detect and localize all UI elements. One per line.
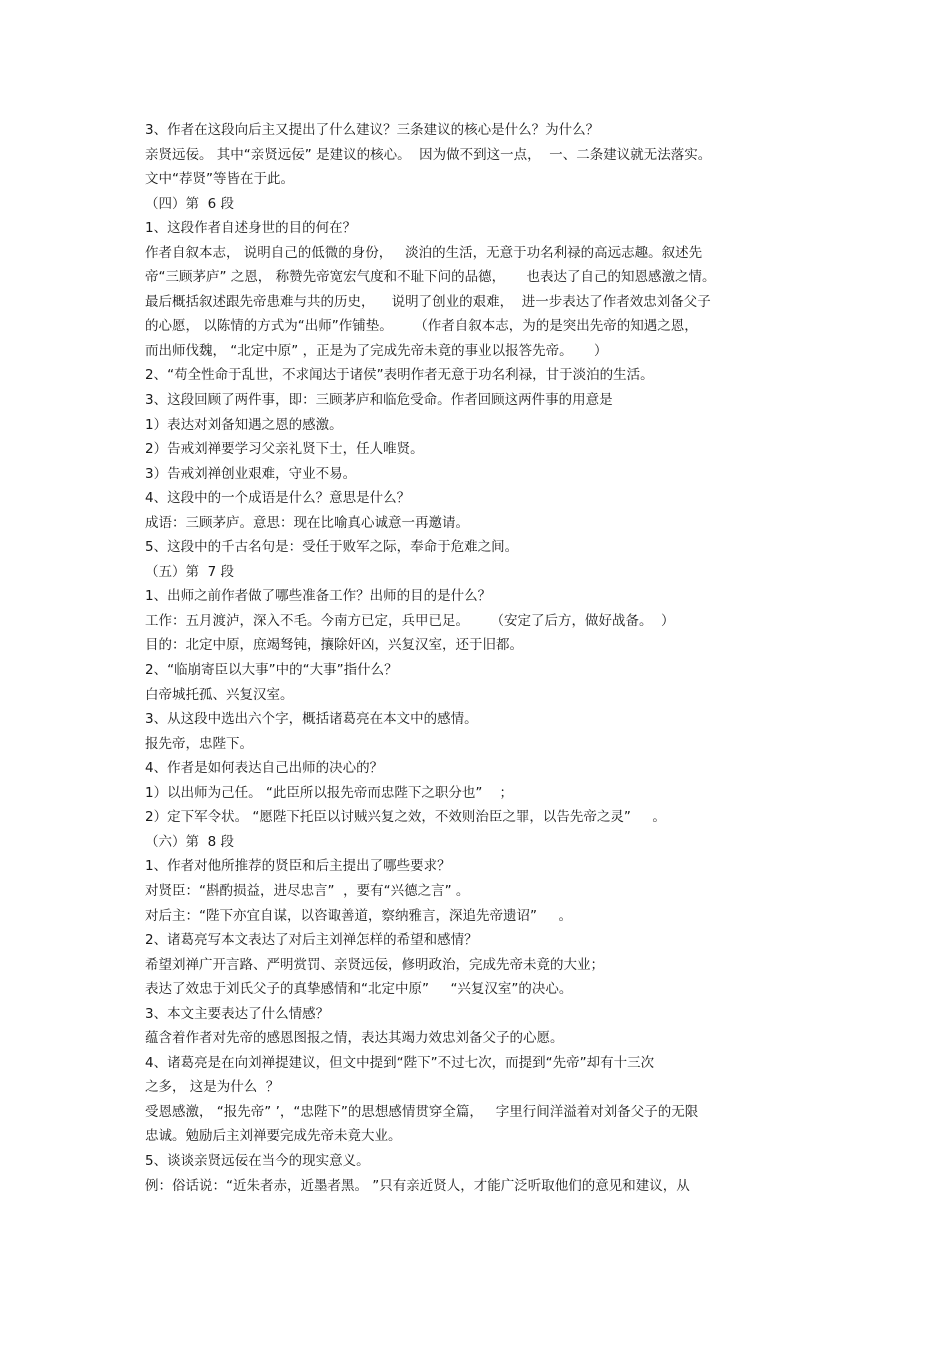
text-line: 1）表达对刘备知遇之恩的感激。: [145, 416, 343, 433]
text-line: 之多， 这是为什么 ？: [145, 1079, 280, 1096]
text-line: 亲贤远佞。 其中“亲贤远佞” 是建议的核心。 因为做不到这一点， 一、二条建议就无法落实。: [145, 146, 712, 163]
text-line: 3、从这段中选出六个字，概括诸葛亮在本文中的感情。: [145, 711, 478, 728]
document-body: [145, 118, 845, 1198]
text-line: 2、“苟全性命于乱世，不求闻达于诸侯”表明作者无意于功名利禄，甘于淡泊的生活。: [145, 367, 654, 384]
text-line: 5、这段中的千古名句是：受任于败军之际，奉命于危难之间。: [145, 539, 519, 556]
text-line: 3、这段回顾了两件事，即：三顾茅庐和临危受命。作者回顾这两件事的用意是: [145, 392, 613, 409]
text-line: （五）第 7 段: [145, 563, 234, 580]
text-line: 蕴含着作者对先帝的感恩图报之情，表达其竭力效忠刘备父子的心愿。: [145, 1030, 564, 1047]
text-line: 帝“三顾茅庐” 之恩， 称赞先帝宽宏气度和不耻下问的品德， 也表达了自己的知恩感激之情。: [145, 269, 716, 286]
text-line: 表达了效忠于刘氏父子的真挚感情和“北定中原” “兴复汉室”的决心。: [145, 981, 573, 998]
text-line: 4、这段中的一个成语是什么？意思是什么？: [145, 490, 411, 507]
text-line: 2）告戒刘禅要学习父亲礼贤下士，任人唯贤。: [145, 441, 424, 458]
text-line: 例：俗话说：“近朱者赤，近墨者黑。 ”只有亲近贤人，才能广泛听取他们的意见和建议，从: [145, 1177, 690, 1194]
text-line: 的心愿， 以陈情的方式为“出师”作铺垫。 （作者自叙本志，为的是突出先帝的知遇之恩，: [145, 318, 698, 335]
text-line: 3、本文主要表达了什么情感？: [145, 1005, 330, 1022]
text-line: 1、这段作者自述身世的目的何在？: [145, 220, 357, 237]
text-line: 白帝城托孤、兴复汉室。: [145, 686, 294, 703]
text-line: 3）告戒刘禅创业艰难，守业不易。: [145, 465, 357, 482]
text-line: 1、出师之前作者做了哪些准备工作？出师的目的是什么？: [145, 588, 492, 605]
text-line: 工作：五月渡泸，深入不毛。今南方已定，兵甲已足。 （安定了后方，做好战备。 ）: [145, 612, 675, 629]
text-line: 2）定下军令状。 “愿陛下托臣以讨贼兴复之效，不效则治臣之罪，以告先帝之灵” 。: [145, 809, 666, 826]
text-line: 2、诸葛亮写本文表达了对后主刘禅怎样的希望和感情？: [145, 932, 478, 949]
text-line: 希望刘禅广开言路、严明赏罚、亲贤远佞，修明政治，完成先帝未竟的大业；: [145, 956, 604, 973]
text-line: 4、作者是如何表达自己出师的决心的？: [145, 760, 384, 777]
text-line: 4、诸葛亮是在向刘禅提建议，但文中提到“陛下”不过七次，而提到“先帝”却有十三次: [145, 1054, 655, 1071]
text-line: 对后主：“陛下亦宜自谋，以咨诹善道，察纳雅言，深追先帝遗诏” 。: [145, 907, 572, 924]
text-line: 对贤臣：“斟酌损益，进尽忠言” ，要有“兴德之言” 。: [145, 882, 470, 899]
text-line: 报先帝，忠陛下。: [145, 735, 253, 752]
text-line: 作者自叙本志， 说明自己的低微的身份， 淡泊的生活，无意于功名利禄的高远志趣。叙述先: [145, 244, 703, 261]
text-line: 3、作者在这段向后主又提出了什么建议？三条建议的核心是什么？为什么？: [145, 122, 600, 138]
text-line: 目的：北定中原，庶竭驽钝，攘除奸凶，兴复汉室，还于旧都。: [145, 637, 523, 654]
text-line: 文中“荐贤”等皆在于此。: [145, 171, 294, 188]
text-line: 成语：三顾茅庐。意思：现在比喻真心诚意一再邀请。: [145, 514, 469, 531]
text-line: 2、“临崩寄臣以大事”中的“大事”指什么？: [145, 662, 398, 679]
text-line: 1）以出师为己任。 “此臣所以报先帝而忠陛下之职分也” ；: [145, 784, 514, 801]
text-line: （四）第 6 段: [145, 195, 234, 212]
text-line: 忠诚。勉励后主刘禅要完成先帝未竟大业。: [145, 1128, 402, 1145]
text-line: 1、作者对他所推荐的贤臣和后主提出了哪些要求？: [145, 858, 451, 875]
text-line: 而出师伐魏， “北定中原” ，正是为了完成先帝未竟的事业以报答先帝。 ）: [145, 342, 608, 359]
text-line: 受恩感激， “报先帝” ’，“忠陛下”的思想感情贯穿全篇， 字里行间洋溢着对刘备父子的无限: [145, 1103, 699, 1120]
text-line: 最后概括叙述跟先帝患难与共的历史， 说明了创业的艰难， 进一步表达了作者效忠刘备父子: [145, 293, 711, 310]
text-line: （六）第 8 段: [145, 833, 234, 850]
text-line: 5、谈谈亲贤远佞在当今的现实意义。: [145, 1152, 370, 1169]
